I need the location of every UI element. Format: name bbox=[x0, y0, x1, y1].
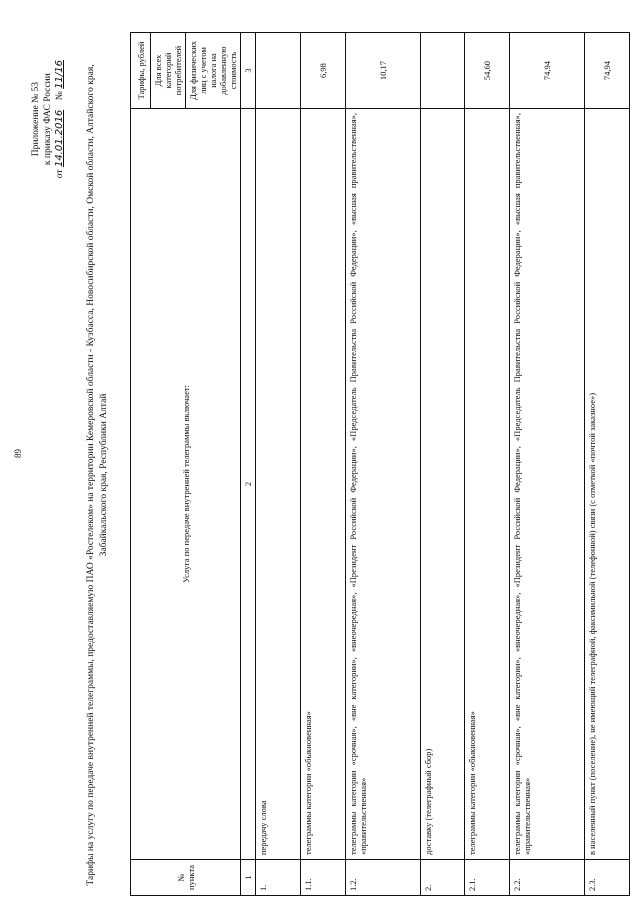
number-prefix: № bbox=[55, 91, 65, 101]
row-value: 74,94 bbox=[510, 33, 585, 109]
row-value: 54,60 bbox=[465, 33, 510, 109]
row-num: 2. bbox=[420, 860, 465, 896]
col-number-1: 1 bbox=[241, 860, 256, 896]
header-individuals: Для физических лиц с учетом налога на добавленную стоимость bbox=[186, 33, 241, 109]
col-number-2: 2 bbox=[241, 109, 256, 860]
row-text: телеграммы категории «срочная», «вне категории», «внеочередная», «Президент Российской Федерации», «Председатель Правительства Российской Федерации», «высшая правительственная», «правительственная» bbox=[345, 109, 420, 860]
handwritten-number: 11/16 bbox=[54, 60, 65, 89]
appendix-header bbox=[30, 60, 66, 178]
header-tariffs: Тарифы, рублей bbox=[131, 33, 151, 109]
appendix-date-line bbox=[54, 60, 66, 178]
row-num: 2.3. bbox=[585, 860, 630, 896]
appendix-line1: Приложение № 53 bbox=[31, 81, 41, 157]
row-text: телеграммы категории «срочная», «вне категории», «внеочередная», «Президент Российской Федерации», «Председатель Правительства Российской Федерации», «высшая правительственная», «правительственная» bbox=[510, 109, 585, 860]
row-text: в населенный пункт (поселение), не имеющий телеграфной, факсимильной (телефонной) связи (с отметкой «почтой заказное») bbox=[585, 109, 630, 860]
row-num: 2.1. bbox=[465, 860, 510, 896]
header-service: Услуга по передаче внутренней телеграммы включает: bbox=[131, 109, 241, 860]
row-value bbox=[256, 33, 301, 109]
row-value: 6,98 bbox=[300, 33, 345, 109]
row-value bbox=[420, 33, 465, 109]
row-text: телеграммы категории «обыкновенная» bbox=[300, 109, 345, 860]
row-text: передачу слова bbox=[256, 109, 301, 860]
col-number-3: 3 bbox=[241, 33, 256, 109]
appendix-line2: к приказу ФАС России bbox=[43, 73, 53, 166]
row-text: доставку (телеграфный сбор) bbox=[420, 109, 465, 860]
row-value: 10,17 bbox=[345, 33, 420, 109]
tariff-table bbox=[130, 32, 630, 896]
row-num: 2.2. bbox=[510, 860, 585, 896]
row-value: 74,94 bbox=[585, 33, 630, 109]
document-title: Тарифы на услугу по передаче внутренней телеграммы, предоставляемую ПАО «Ростелеком» на территории Кемеровской области - Кузбасса, Новосибирской области, Омской области, Алтайского края, Забайкальского края, Республики Алтай bbox=[86, 64, 109, 886]
row-num: 1.2. bbox=[345, 860, 420, 896]
row-text: телеграммы категории «обыкновенная» bbox=[465, 109, 510, 860]
page-number: 89 bbox=[13, 449, 23, 458]
handwritten-date: 14.01.2016 bbox=[54, 109, 65, 168]
header-num: № пункта bbox=[131, 860, 241, 896]
row-num: 1. bbox=[256, 860, 301, 896]
header-all-categories: Для всех категорий потребителей bbox=[151, 33, 186, 109]
row-num: 1.1. bbox=[300, 860, 345, 896]
date-prefix: от bbox=[55, 169, 65, 179]
